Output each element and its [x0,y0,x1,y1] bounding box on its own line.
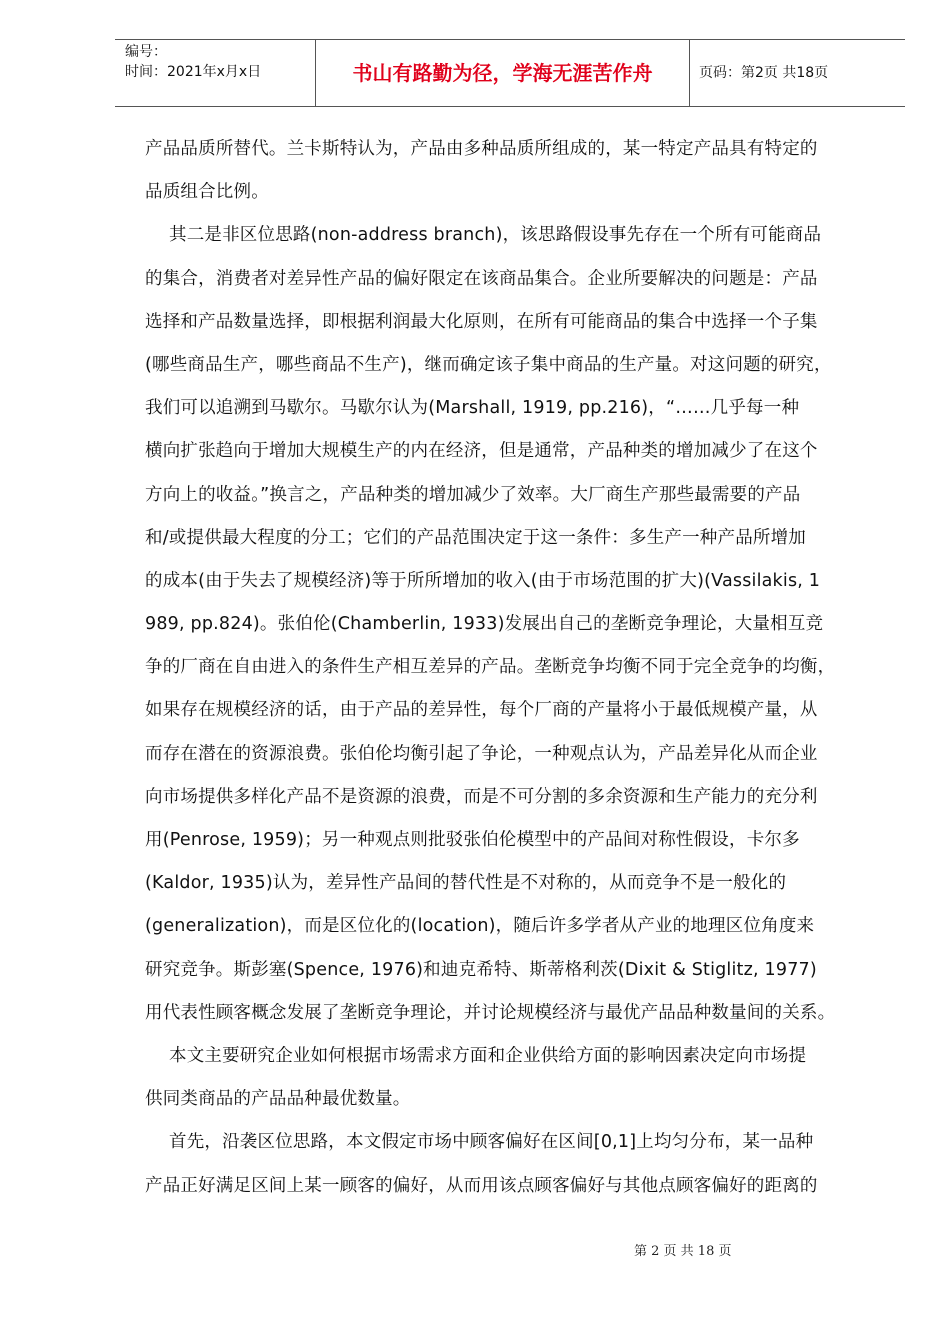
header-motto: 书山有路勤为径，学海无涯苦作舟 [352,61,653,85]
text-line: 用(Penrose, 1959)；另一种观点则批驳张伯伦模型中的产品间对称性假设，卡尔多 [145,830,800,850]
text-line: 产品正好满足区间上某一顾客的偏好，从而用该点顾客偏好与其他点顾客偏好的距离的 [145,1175,818,1196]
text-line: 争的厂商在自由进入的条件生产相互差异的产品。垄断竞争均衡不同于完全竞争的均衡， [145,657,836,678]
text-line: 989, pp.824)。张伯伦(Chamberlin, 1933)发展出自己的垄断竞争理论，大量相互竞 [145,614,824,635]
text-line: 选择和产品数量选择，即根据利润最大化原则，在所有可能商品的集合中选择一个子集 [145,311,818,332]
paragraph-start-line: 本文主要研究企业如何根据市场需求方面和企业供给方面的影响因素决定向市场提 [169,1045,807,1066]
text-line: 研究竞争。斯彭塞(Spence, 1976)和迪克希特、斯蒂格利茨(Dixit & Stiglitz, 1977) [145,959,817,980]
text-line: 向市场提供多样化产品不是资源的浪费，而是不可分割的多余资源和生产能力的充分利 [145,786,818,807]
page-footer: 第 2 页 共 18 页 [634,1244,732,1259]
header-page-number: 页码：第2页 共18页 [699,65,829,81]
text-line: 品质组合比例。 [145,182,269,203]
text-line: (哪些商品生产，哪些商品不生产)，继而确定该子集中商品的生产量。对这问题的研究， [145,354,832,375]
paragraph-start-line: 首先，沿袭区位思路，本文假定市场中顾客偏好在区间[0,1]上均匀分布，某一品种 [169,1132,814,1153]
text-line: 我们可以追溯到马歇尔。马歇尔认为(Marshall, 1919, pp.216)，“……几乎每一种 [145,398,800,419]
document-body [145,128,880,1208]
header-id-label: 编号： [125,44,167,60]
text-line: 用代表性顾客概念发展了垄断竞争理论，并讨论规模经济与最优产品品种数量间的关系。 [145,1002,836,1023]
text-line: 横向扩张趋向于增加大规模生产的内在经济，但是通常，产品种类的增加减少了在这个 [145,441,818,462]
text-line: 方向上的收益。”换言之，产品种类的增加减少了效率。大厂商生产那些最需要的产品 [145,484,801,505]
page-header [115,39,905,107]
text-line: 和/或提供最大程度的分工；它们的产品范围决定于这一条件：多生产一种产品所增加 [145,527,806,548]
text-line: 供同类商品的产品品种最优数量。 [145,1089,411,1110]
text-line: 而存在潜在的资源浪费。张伯伦均衡引起了争论，一种观点认为，产品差异化从而企业 [145,743,818,764]
text-line: (generalization)，而是区位化的(location)，随后许多学者从产业的地理区位角度来 [145,916,815,937]
text-line: (Kaldor, 1935)认为，差异性产品间的替代性是不对称的，从而竞争不是一般化的 [145,873,787,894]
paragraph-start-line: 其二是非区位思路(non-address branch)，该思路假设事先存在一个所有可能商品 [169,225,822,246]
header-meta [125,42,315,82]
text-line: 如果存在规模经济的话，由于产品的差异性，每个厂商的产量将小于最低规模产量，从 [145,700,818,721]
header-divider [689,40,690,106]
text-line: 的成本(由于失去了规模经济)等于所所增加的收入(由于市场范围的扩大)(Vassilakis, 1 [145,570,821,591]
text-line: 产品品质所替代。兰卡斯特认为，产品由多种品质所组成的，某一特定产品具有特定的 [145,139,818,159]
header-time-label: 时间：2021年x月x日 [125,64,262,80]
text-line: 的集合，消费者对差异性产品的偏好限定在该商品集合。企业所要解决的问题是：产品 [145,268,818,289]
